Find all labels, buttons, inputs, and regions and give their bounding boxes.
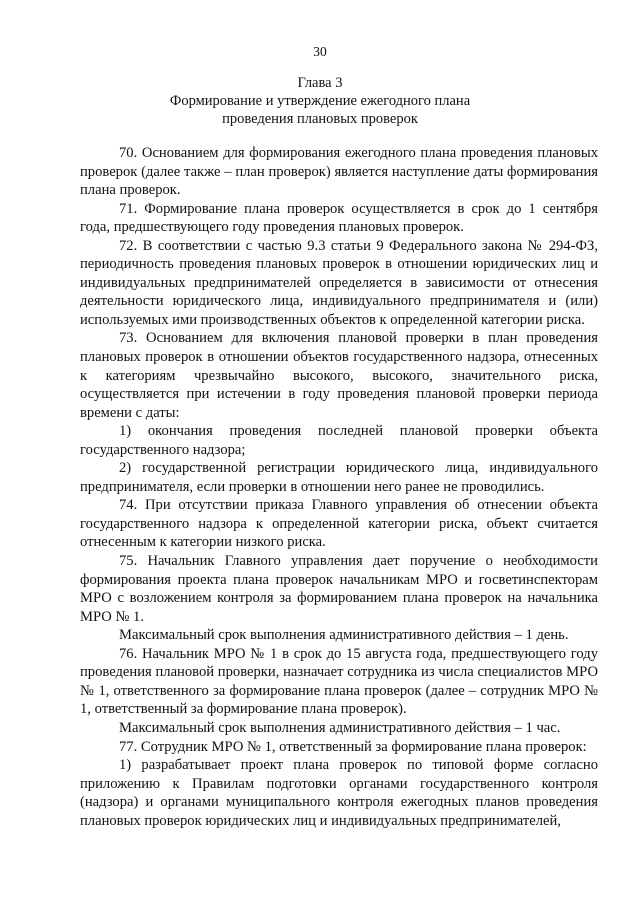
page-number: 30 [313,44,327,59]
paragraph-77: 77. Сотрудник МРО № 1, ответственный за формирование плана проверок: [119,738,587,755]
paragraph-73: 73. Основанием для включения плановой проверки в план проведения плановых проверок в отношении объектов государственного надзора, отнесенных к категориям чрезвычайно высокого, высокого, значительного риска, осуществляется при истечении в году проведения плановой проверки периода времени с даты: [80,330,598,421]
paragraph-70: 70. Основанием для формирования ежегодного плана проведения плановых проверок (далее также – план проверок) является наступление даты формирования плана проверок. [80,145,598,199]
paragraph-76-deadline: Максимальный срок выполнения административного действия – 1 час. [119,719,561,736]
chapter-subtitle-line-1: Формирование и утверждение ежегодного плана [169,93,471,109]
chapter-heading [0,74,640,128]
paragraph-73-item-1: 1) окончания проведения последней плановой проверки объекта государственного надзора; [80,423,598,458]
paragraph-72: 72. В соответствии с частью 9.3 статьи 9 Федерального закона № 294-ФЗ, периодичность проведения плановых проверок в отношении юридических лиц и индивидуальных предпринимателей определяется в зависимости от отнесения деятельности юридического лица, индивидуального предпринимателя и (или) используемых ими производственных объектов к определенной категории риска. [80,237,598,328]
paragraph-74: 74. При отсутствии приказа Главного управления об отнесении объекта государственного надзора к определенной категории риска, объект считается отнесенным к категории низкого риска. [80,497,598,551]
paragraph-77-item-1: 1) разрабатывает проект плана проверок по типовой форме согласно приложению к Правилам подготовки органами государственного контроля (надзора) и органами муниципального контроля ежегодных планов проведения плановых проверок юридических лиц и индивидуальных предпринимателей, [80,757,598,829]
paragraph-76: 76. Начальник МРО № 1 в срок до 15 августа года, предшествующего году проведения плановой проверки, назначает сотрудника из числа специалистов МРО № 1, ответственного за формирование плана проверок (далее – сотрудник МРО № 1, ответственный за формирование плана проверок). [80,645,598,718]
chapter-title: Глава 3 [297,75,343,91]
paragraph-75-deadline: Максимальный срок выполнения административного действия – 1 день. [119,627,569,644]
paragraph-71: 71. Формирование плана проверок осуществляется в срок до 1 сентября года, предшествующего году проведения плановых проверок. [80,200,598,236]
paragraph-75: 75. Начальник Главного управления дает поручение о необходимости формирования проекта плана проверок начальникам МРО и госветинспекторам МРО с возложением контроля за формированием плана проверок на начальника МРО № 1. [80,553,598,625]
chapter-subtitle-line-2: проведения плановых проверок [222,111,418,127]
document-body [80,144,598,830]
paragraph-73-item-2: 2) государственной регистрации юридического лица, индивидуального предпринимателя, если проверки в отношении него ранее не проводились. [80,460,598,495]
